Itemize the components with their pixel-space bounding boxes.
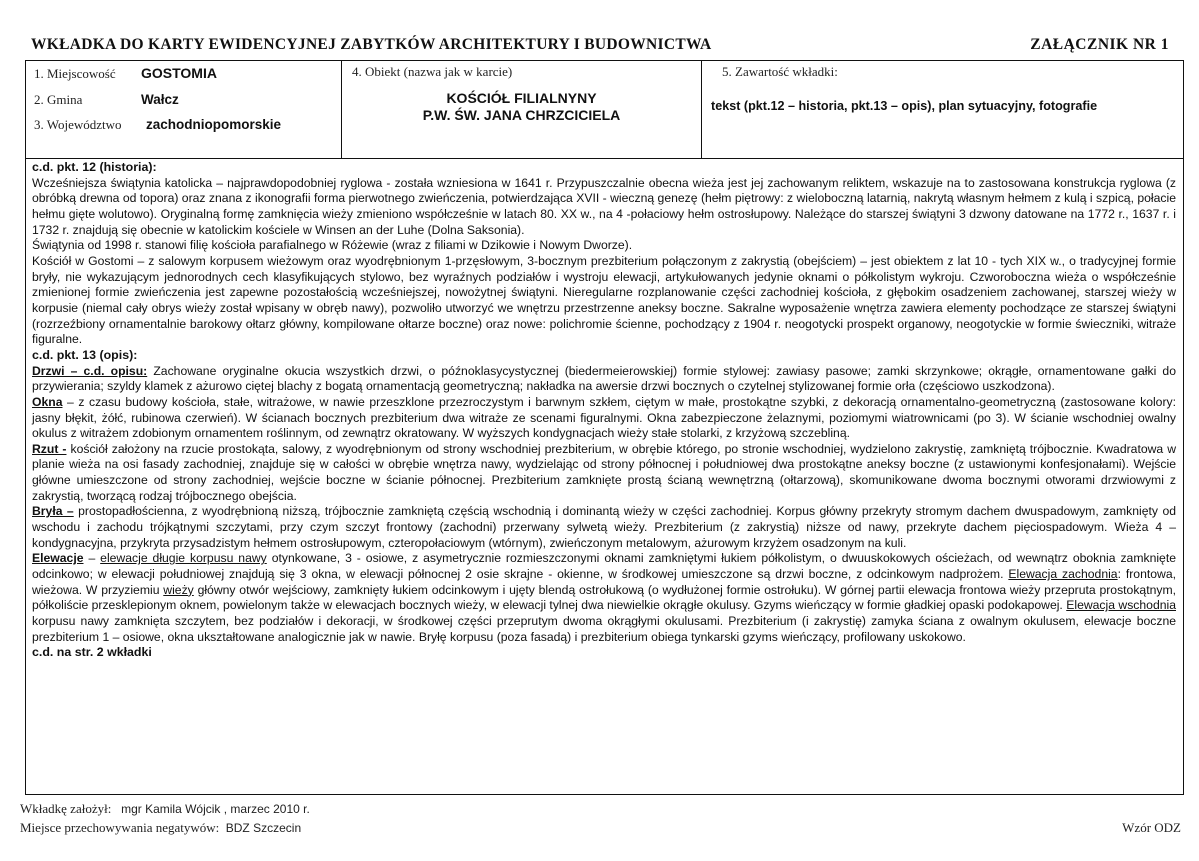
form-model: Wzór ODZ	[1122, 820, 1181, 835]
location-cell	[26, 61, 342, 158]
elevations-text-4: korpusu nawy zamknięta szczytem, bez podziałów i dekoracji, w środkowej części przeprutym dwoma okrągłymi okulusami. Prezbiterium (i zakrystię) zamyka ściana z owalnym okulusem, elewacje boczne prezbiterium 1 – osiowe, okna ukształtowane analogicznie jak w nawie. Bryłę korpusu (poza fasadą) i prezbiterium obiega tynkarski gzyms wieńczący, profilowany uskokowo.	[32, 614, 1176, 644]
storage-value: BDZ Szczecin	[225, 821, 302, 835]
voivodeship-label: 3. Województwo	[34, 117, 122, 132]
form-frame	[25, 60, 1184, 795]
object-name	[342, 90, 701, 124]
elevations-text-1: otynkowane, 3 - osiowe, z asymetrycznie rozmieszczonymi oknami zamkniętymi łukiem półkolistym, o dwuuskokowych ościeżach, od wewnątrz oboknia zamknięte odcinkowo; w elewacji południowej znajdują się 3 okna, w elewacji północnej 2 osie skrajne - okienne, w środkowej umieszczone są drzwi boczne, z odcinkowym nadprożem.	[32, 551, 1176, 582]
created-by-label: Wkładkę założył:	[20, 801, 112, 816]
annex-number: ZAŁĄCZNIK NR 1	[1030, 36, 1169, 53]
history-heading: c.d. pkt. 12 (historia):	[32, 160, 157, 174]
voivodeship-value: zachodniopomorskie	[146, 117, 282, 132]
tower-word: wieży	[163, 582, 194, 597]
contents-cell	[702, 61, 1183, 158]
elevation-west-label: Elewacja zachodnia	[1008, 567, 1118, 582]
commune-value: Wałcz	[141, 92, 179, 107]
elevations-label: Elewacje	[32, 551, 84, 566]
identification-row	[26, 61, 1183, 159]
town-field	[34, 65, 217, 82]
elevations-long-sides: elewacje długie korpusu nawy	[100, 551, 267, 566]
voivodeship-field	[34, 117, 281, 133]
plan-paragraph	[32, 442, 1176, 505]
continued-note: c.d. na str. 2 wkładki	[32, 645, 152, 660]
windows-paragraph	[32, 395, 1176, 442]
history-paragraph-1: Wcześniejsza świątynia katolicka – najprawdopodobniej ryglowa - została wzniesiona w 1641 r. Przypuszczalnie obecna wieża jest jej zachowanym reliktem, wskazuje na to zastosowana konstrukcja ryglowa (z obróbką drewna od topora) oraz znana z ikonografii forma pierwotnego zwieńczenia, potwierdzająca XVII - wieczną genezę (hełm piętrowy: z wieloboczną latarnią, nakrytą własnym hełmem z kulą i szpicą, połacie hełmu gięte wolutowo). Oryginalną formę zamknięcia wieży zmieniono współcześnie w latach 80. XX w., na 4 -połaciowy hełm ostrosłupowy. Należące do starszej świątyni 3 dzwony datowane na 1772 r., 1637 r. i 1732 r. znajdują się obecnie w katolickim kościele w Winsen an der Luhe (Dolna Saksonia).	[32, 175, 1176, 237]
plan-text: kościół założony na rzucie prostokąta, salowy, z wyodrębnionym od strony wschodniej prezbiterium, w obrębie którego, po stronie wschodniej, wydzielono zakrystię, zamkniętą trójbocznie. Kwadratowa w planie wieża na osi fasady zachodniej, znajduje się w całości w obrębie wnętrza nawy, wydzielając od strony północnej i południowej dwa prostokątne aneksy boczne (z ustawionymi konfesjonałami). Wejście główne umieszczone od strony zachodniej, wejście boczne w ścianie północnej. Prezbiterium zamknięte prostą ścianą wewnętrzną (ołtarzową), skomunikowane dwoma bocznymi otworami drzwiowymi z zakrystią, tworzącą rodzaj trójbocznego obejścia.	[32, 441, 1177, 503]
town-value: GOSTOMIA	[141, 65, 217, 81]
elevation-east-label: Elewacja wschodnia	[1066, 598, 1176, 613]
mass-label: Bryła –	[32, 504, 74, 519]
doors-text: Zachowane oryginalne okucia wszystkich drzwi, o późnoklasycystycznej (biedermeierowskiej) formie stylowej: zawiasy pasowe; zamki skrzynkowe; okrągłe, ornamentowane gałki do przywierania; szyldy klamek z ażurowo ciętej blachy z bogatą ornamentacją geometryczną; nakładka na awersie drzwi bocznych o czytelnej stylizowanej formie orła (częściowo uszkodzona).	[32, 363, 1176, 394]
commune-field	[34, 92, 179, 108]
document-body	[32, 160, 1176, 661]
storage-label: Miejsce przechowywania negatywów:	[20, 820, 220, 835]
mass-paragraph	[32, 504, 1176, 551]
plan-label: Rzut -	[32, 441, 67, 456]
description-heading: c.d. pkt. 13 (opis):	[32, 347, 138, 362]
object-label: 4. Obiekt (nazwa jak w karcie)	[352, 64, 513, 79]
history-paragraph-2: Świątynia od 1998 r. stanowi filię kościoła parafialnego w Różewie (wraz z filiami w Dzikowie i Nowym Dworze).	[32, 238, 633, 253]
history-paragraph-3: Kościół w Gostomi – z salowym korpusem wieżowym oraz wyodrębnionym 1-przęsłowym, 3-bocznym prezbiterium połączonym z zakrystią (obejściem) – jest obiektem z lat 10 - tych XIX w., o tradycyjnej formie bryły, nie wykazującym jednorodnych cech klasyfikujących stylowo, bez wyraźnych podziałów i wystroju elewacji, artykułowanych jedynie oknami o półkolistym wykroju. Czworoboczna wieża o współcześnie zmienionej formie zwieńczenia jest zapewne pozostałością wcześniejszej, nowożytnej świątyni. Nieregularne rozplanowanie części zachodniej kościoła, z głębokim osadzeniem zachowanej, starszej wieży w korpusie (niemal cały obrys wieży został wpisany w obręb nawy), pozwoliło utworzyć we wnętrzu przestrzenne aneksy boczne. Sakralne wyposażenie wnętrza zawiera elementy pochodzące ze starszej świątyni (rozrzeźbiony ornamentalnie barokowy ołtarz główny, kompilowane ołtarze boczne) oraz nowe: polichromie ścienne, pochodzący z 1904 r. neogotycki prospekt organowy, neogotyckie w formie świeczniki, witraże figuralne.	[32, 253, 1176, 347]
elevations-text-3: główny otwór wejściowy, zamknięty łukiem odcinkowym i ujęty blendą ostrołukową (o wydłużonej formie ostrołuku). W górnej partii elewacja frontowa wieży przeprutа prostokątnym, półkoliście przesklepionym oknem, powielonym także w elewacjach bocznych wieży, w elewacji tylnej dwa niewielkie okrągłe okulusy. Gzyms wieńczący w formie gładkiej opaski podokapowej.	[32, 582, 1176, 613]
doors-label: Drzwi – c.d. opisu:	[32, 363, 148, 378]
object-name-line1: KOŚCIÓŁ FILIALNYNY	[446, 90, 597, 106]
town-label: 1. Miejscowość	[34, 66, 116, 81]
object-name-line2: P.W. ŚW. JANA CHRZCICIELA	[422, 107, 621, 123]
windows-label: Okna	[32, 394, 63, 409]
windows-text: – z czasu budowy kościoła, stałe, witrażowe, w nawie przeszklone przezroczystym i barwnym szkłem, ciętym w małe, prostokątne szybki, z dekoracją ornamentalno-geometryczną (zastosowane kolory: jasny błękit, żółć, rubinowa czerwień). W ścianach bocznych prezbiterium dwa witraże ze scenami figuralnymi. Okna zabezpieczone żelaznymi, poziomymi wiatrownicami (po 3). W ścianie wschodniej owalny okulus z witrażem zdobionym ornamentem roślinnym, od zewnątrz okratowany. W wyższych kondygnacjach wieży stałe stolarki, z krzyżową szczebliną.	[32, 394, 1176, 441]
contents-label: 5. Zawartość wkładki:	[722, 64, 838, 79]
elevations-text-2: : frontowa, wieżowa. W przyziemiu	[32, 567, 1176, 597]
created-by-line	[20, 801, 310, 817]
created-by-value: mgr Kamila Wójcik , marzec 2010 r.	[121, 802, 310, 816]
doors-paragraph	[32, 364, 1176, 395]
document-title: WKŁADKA DO KARTY EWIDENCYJNEJ ZABYTKÓW ARCHITEKTURY I BUDOWNICTWA	[31, 36, 712, 53]
elevations-paragraph	[32, 551, 1176, 645]
elevations-dash: –	[83, 551, 101, 566]
object-cell	[342, 61, 702, 158]
contents-value: tekst (pkt.12 – historia, pkt.13 – opis), plan sytuacyjny, fotografie	[711, 99, 1098, 113]
commune-label: 2. Gmina	[34, 92, 83, 107]
storage-line	[20, 820, 301, 836]
mass-text: prostopadłościenna, z wyodrębnioną niższą, trójbocznie zamkniętą częścią wschodnią i dominantą wieży w części zachodniej. Korpus główny przekryty stromym dachem dwuspadowym, zamknięty od wschodu i zachodu trójkątnymi szczytami, przy czym szczyt frontowy (zachodni) przerwany sylwetą wieży. Prezbiterium (z zakrystią) niższe od nawy, przekryte dachem pięciospadowym. Wieża 4 – kondygnacyjna, przykryta przysadzistym hełmem ostrosłupowym, czteropołaciowym (wtórnym), zwieńczonym metalowym, ażurowym krzyżem osadzonym na kuli.	[32, 504, 1177, 550]
